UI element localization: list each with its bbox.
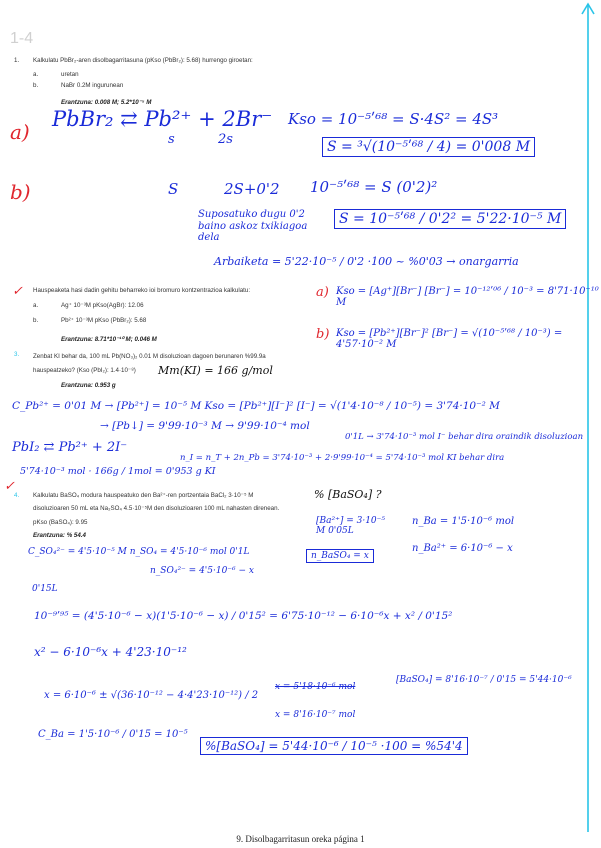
p4-eq1: 10⁻⁹ʹ⁹⁵ = (4'5·10⁻⁶ − x)(1'5·10⁻⁶ − x) / 0'15² = 6'75·10⁻¹² − 6·10⁻⁶x + x² / 0'15²	[34, 610, 453, 622]
p4-nso4: n_SO₄²⁻ = 4'5·10⁻⁶ − x	[150, 566, 255, 576]
problem-3-number: 3.	[14, 351, 20, 358]
p1-b-s: S	[168, 180, 179, 198]
p1-b-result: S = 10⁻⁵ʹ⁶⁸ / 0'2² = 5'22·10⁻⁵ M	[334, 209, 566, 229]
p4-so4: C_SO₄²⁻ = 4'5·10⁻⁵ M n_SO₄ = 4'5·10⁻⁶ mol 0'1L	[28, 547, 250, 557]
problem-4-text-line2: disoluzioaren 50 mL eta Na₂SO₄ 4.5·10⁻⁵M den disoluzioaren 100 mL nahasten direnean.	[33, 505, 280, 512]
p3-line2: → [Pb↓] = 9'99·10⁻³ M → 9'99·10⁻⁴ mol	[100, 420, 310, 432]
problem-1-text: Kalkulatu PbBr₂-aren disolbagarritasuna (pKso (PbBr₂): 5.68) hurrengo giroetan:	[33, 57, 253, 64]
problem-1-answer: Erantzuna: 0.008 M; 5.2*10⁻⁵ M	[61, 99, 152, 106]
p1-b-note: Suposatuko dugu 0'2 baino askoz txikiagoa dela	[198, 209, 308, 243]
p1-kso: Kso = 10⁻⁵ʹ⁶⁸ = S·4S² = 4S³	[288, 110, 499, 128]
p4-nba: n_Ba = 1'5·10⁻⁶ mol	[412, 516, 515, 527]
p3-line1: C_Pb²⁺ = 0'01 M → [Pb²⁺] = 10⁻⁵ M Kso = [Pb²⁺][I⁻]² [I⁻] = √(1'4·10⁻⁸ / 10⁻⁵) = 3'74·10⁻² M	[12, 400, 500, 412]
p3-line3: 0'1L → 3'74·10⁻³ mol I⁻ behar dira oraindik disoluzioan	[345, 432, 584, 442]
p4-ba: [Ba²⁺] = 3·10⁻⁵ M 0'05L	[316, 516, 386, 536]
p4-cba: C_Ba = 1'5·10⁻⁶ / 0'15 = 10⁻⁵	[38, 729, 188, 740]
p4-x2: x = 8'16·10⁻⁷ mol	[275, 710, 356, 720]
problem-2-item-b: Pb²⁺ 10⁻³M pKso (PbBr₂): 5.68	[61, 317, 147, 324]
problem-4-answer: Erantzuna: % 54.4	[33, 532, 86, 539]
p4-nbaso4: n_BaSO₄ = x	[306, 549, 374, 563]
p1-s-result: S = ³√(10⁻⁵ʹ⁶⁸ / 4) = 0'008 M	[322, 137, 535, 157]
p3-line6: 5'74·10⁻³ mol · 166g / 1mol = 0'953 g KI	[20, 466, 216, 477]
page-footer: 9. Disolbagarritasun oreka página 1	[236, 834, 365, 844]
p2-a-label: a)	[316, 285, 329, 300]
problem-1-item-b-letter: b.	[33, 82, 39, 89]
problem-3-text-line2: hauspeatzeko? (Kso (PbI₂): 1.4·10⁻⁸)	[33, 367, 136, 374]
p4-x1: x = 5'18·10⁻⁶ mol	[275, 682, 356, 692]
p4-eq2: x² − 6·10⁻⁶x + 4'23·10⁻¹²	[34, 645, 187, 659]
problem-2-item-a: Ag⁺ 10⁻³M pKso(AgBr): 12.06	[61, 302, 144, 309]
problem-3-text-line1: Zenbat KI behar da, 100 mL Pb(NO₃)₂ 0.01 M disoluzioan dagoen berunaren %99.9a	[33, 353, 266, 360]
p1-a-label: a)	[10, 120, 30, 144]
p4-nba2: n_Ba²⁺ = 6·10⁻⁶ − x	[412, 543, 513, 554]
p2-b-label: b)	[316, 327, 330, 342]
scroll-indicator[interactable]	[578, 0, 598, 836]
problem-1-number: 1.	[14, 57, 20, 64]
p1-reaction: PbBr₂ ⇄ Pb²⁺ + 2Br⁻	[52, 107, 273, 131]
p1-b-eq: 10⁻⁵ʹ⁶⁸ = S (0'2)²	[310, 178, 438, 196]
p3-line4: PbI₂ ⇄ Pb²⁺ + 2I⁻	[12, 440, 128, 455]
p1-b-terms: 2S+0'2	[224, 180, 280, 198]
p1-b-label: b)	[10, 180, 31, 204]
problem-4-text-line3: pKso (BaSO₄): 9.95	[33, 519, 88, 526]
p4-x: x = 6·10⁻⁶ ± √(36·10⁻¹² − 4·4'23·10⁻¹²) / 2	[44, 690, 259, 701]
p2-a-eq: Kso = [Ag⁺][Br⁻] [Br⁻] = 10⁻¹²ʹ⁰⁶ / 10⁻³ = 8'71·10⁻¹⁰ M	[336, 286, 599, 308]
p4-baso4: [BaSO₄] = 8'16·10⁻⁷ / 0'15 = 5'44·10⁻⁶	[396, 675, 572, 685]
problem-2-text: Hauspeaketa hasi dadin gehitu beharreko ioi bromuro kontzentrazioa kalkulatu:	[33, 287, 251, 294]
p3-mass: Mm(KI) = 166 g/mol	[158, 364, 273, 377]
problem-4-text-line1: Kalkulatu BaSO₄ modura hauspeatuko den Ba²⁺-ren portzentaia BaCl₂ 3·10⁻⁵ M	[33, 492, 254, 499]
p4-q: % [BaSO₄] ?	[314, 488, 382, 501]
p2-b-eq: Kso = [Pb²⁺][Br⁻]² [Br⁻] = √(10⁻⁵ʹ⁶⁸ / 10⁻³) = 4'57·10⁻² M	[336, 328, 563, 350]
problem-2-answer: Erantzuna: 8.71*10⁻¹⁰ M; 0.046 M	[61, 336, 157, 343]
problem-3-answer: Erantzuna: 0.953 g	[61, 382, 116, 389]
p4-percent: %[BaSO₄] = 5'44·10⁻⁶ / 10⁻⁵ ·100 = %54'4	[200, 737, 468, 755]
problem-4-number: 4.	[14, 492, 20, 499]
p3-line5: n_I = n_T + 2n_Pb = 3'74·10⁻³ + 2·9'99·10⁻⁴ = 5'74·10⁻³ mol KI behar dira	[180, 453, 505, 463]
page-label: 1-4	[10, 30, 34, 47]
problem-1-item-b: NaBr 0.2M ingurunean	[61, 82, 124, 89]
p4-checkmark: ✓	[4, 479, 15, 494]
p2-checkmark: ✓	[12, 284, 23, 299]
problem-1-item-a-letter: a.	[33, 71, 39, 78]
p4-mix: 0'15L	[32, 584, 58, 594]
problem-2-item-a-letter: a.	[33, 302, 39, 309]
p1-b-check: Arbaiketa = 5'22·10⁻⁵ / 0'2 ·100 ~ %0'03 → onargarria	[214, 255, 519, 268]
problem-2-item-b-letter: b.	[33, 317, 39, 324]
p1-s: s	[168, 132, 175, 147]
p1-2s: 2s	[218, 132, 233, 147]
problem-1-item-a: uretan	[61, 71, 79, 78]
